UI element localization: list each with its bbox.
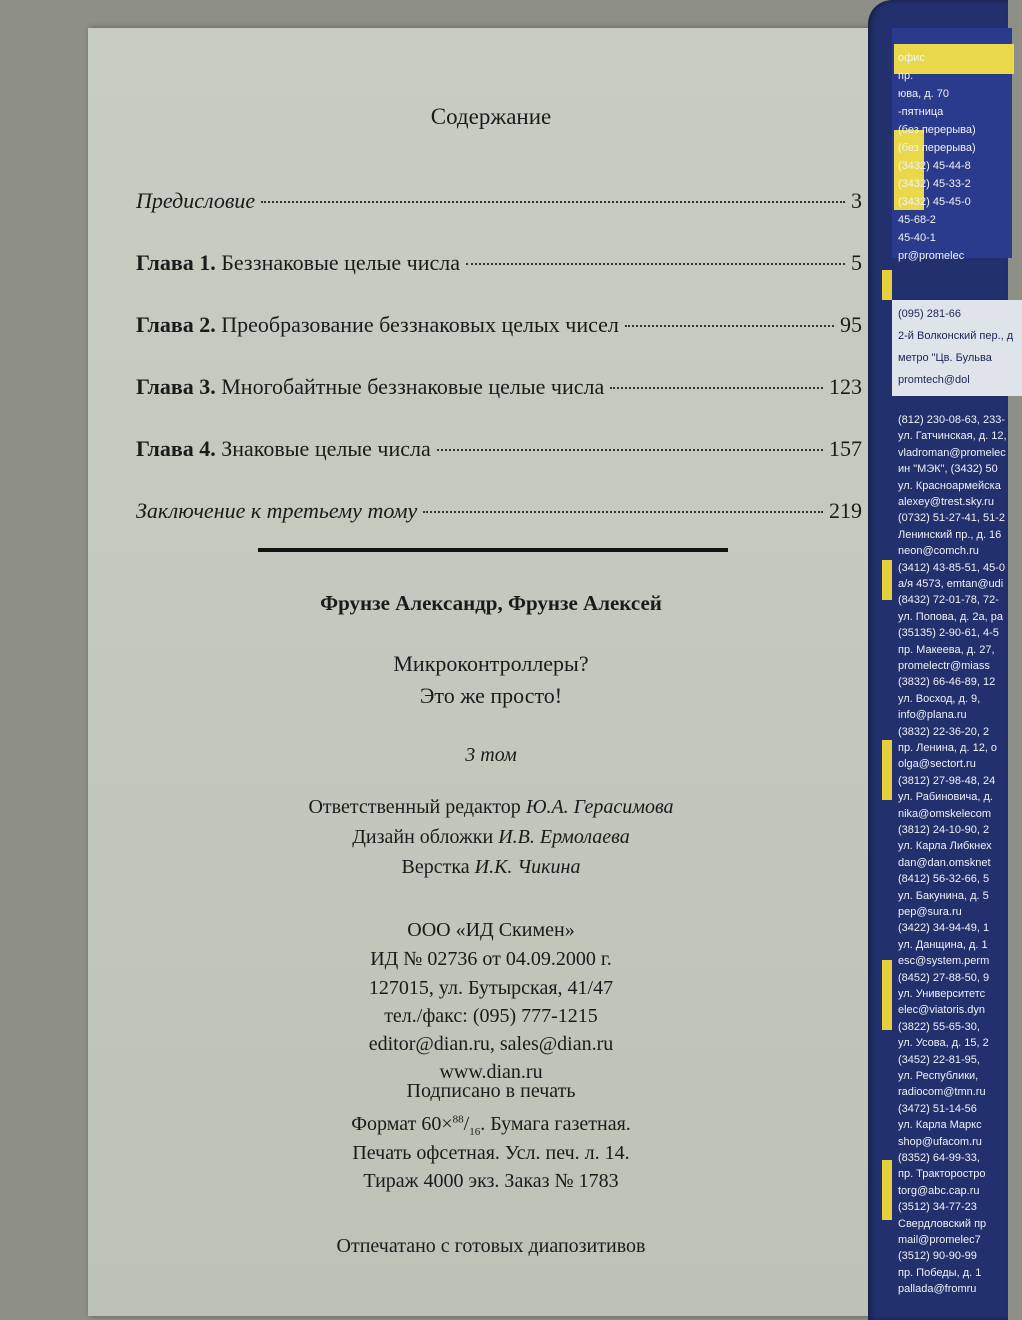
magazine-contact-line: (3822) 55-65-30, bbox=[898, 1020, 980, 1033]
magazine-edge bbox=[868, 0, 1014, 1320]
magazine-contact-line: ул. Попова, д. 2а, ра bbox=[898, 610, 1003, 623]
magazine-contact-line: promelectr@miass bbox=[898, 660, 990, 672]
toc-page-number: 3 bbox=[851, 188, 862, 213]
print-footer: Отпечатано с готовых диапозитивов bbox=[336, 1235, 646, 1257]
cover-design-credit: Дизайн обложки И.В. Ермолаева bbox=[352, 826, 630, 848]
magazine-contact-line: (3452) 22-81-95, bbox=[898, 1053, 980, 1066]
magazine-contact-line: пр. Ленина, д. 12, о bbox=[898, 742, 998, 754]
magazine-contact-line: (3512) 34-77-23 bbox=[898, 1201, 977, 1214]
book-title-line-2: Это же просто! bbox=[419, 683, 563, 708]
magazine-contact-line: (3832) 66-46-89, 12 bbox=[898, 676, 996, 689]
format-line: Формат $60\times^{88}/_{16}$. Бумага газетная. bbox=[351, 1113, 631, 1138]
magazine-contact-line: alexey@trest.sky.ru bbox=[898, 496, 994, 508]
toc-entry-chapter-4 bbox=[136, 436, 862, 468]
magazine-contact-line: (095) 281-66 bbox=[898, 308, 961, 320]
toc-entry-chapter-3 bbox=[136, 374, 862, 406]
layout-credit: Верстка И.К. Чикина bbox=[401, 856, 581, 878]
magazine-contact-line: mail@promelec7 bbox=[898, 1234, 981, 1246]
publisher-website: www.dian.ru bbox=[439, 1061, 543, 1083]
magazine-contact-line: (8412) 56-32-66, 5 bbox=[898, 873, 990, 886]
print-line: Печать офсетная. Усл. печ. л. 14. bbox=[352, 1142, 630, 1164]
magazine-contact-line: 2-й Волконский пер., д bbox=[898, 330, 1014, 342]
magazine-contact-line: (3472) 51-14-56 bbox=[898, 1102, 977, 1115]
publisher-name: ООО «ИД Скимен» bbox=[407, 919, 575, 941]
volume-label: 3 том bbox=[465, 744, 517, 766]
magazine-contact-line: ул. Восход, д. 9, bbox=[898, 692, 981, 705]
toc-entry-label: Заключение к третьему тому bbox=[136, 498, 418, 523]
toc-page-number: 123 bbox=[829, 374, 862, 399]
toc-entry-label: Глава 3. Многобайтные беззнаковые целые числа bbox=[136, 374, 605, 399]
magazine-contact-line: pr@promelec bbox=[898, 250, 965, 262]
magazine-contact-line: shop@ufacom.ru bbox=[898, 1135, 982, 1148]
magazine-yellow-stripe bbox=[882, 560, 892, 600]
toc-entry-label: Глава 2. Преобразование беззнаковых целых чисел bbox=[136, 312, 619, 337]
magazine-contact-line: (0732) 51-27-41, 51-2 bbox=[898, 512, 1006, 525]
magazine-contact-line: nika@omskelecom bbox=[898, 807, 992, 820]
magazine-contact-line: (3432) 45-33-2 bbox=[898, 178, 971, 190]
magazine-contact-line: пр. bbox=[898, 70, 914, 82]
magazine-contact-line: ул. Карла Либкнех bbox=[898, 840, 992, 853]
publisher-license: ИД № 02736 от 04.09.2000 г. bbox=[370, 948, 612, 970]
magazine-contact-line: radiocom@tmn.ru bbox=[898, 1086, 986, 1099]
toc-entry-preface bbox=[136, 188, 862, 220]
magazine-contact-line: 45-68-2 bbox=[898, 214, 936, 226]
magazine-contact-line: офис bbox=[898, 52, 925, 64]
magazine-contact-line: а/я 4573, emtan@udi bbox=[898, 578, 1004, 590]
toc-entry-conclusion bbox=[136, 498, 862, 530]
magazine-contact-line: (3512) 90-90-99 bbox=[898, 1250, 977, 1263]
magazine-contact-line: (35135) 2-90-61, 4-5 bbox=[898, 627, 999, 640]
magazine-contact-line: pallada@fromru bbox=[898, 1283, 977, 1296]
magazine-yellow-stripe bbox=[882, 270, 892, 300]
magazine-contact-line: (без перерыва) bbox=[898, 124, 976, 136]
magazine-contact-line: olga@sectort.ru bbox=[898, 758, 976, 771]
run-line: Тираж 4000 экз. Заказ № 1783 bbox=[363, 1170, 619, 1192]
magazine-contact-line: метро "Цв. Бульва bbox=[898, 352, 992, 364]
magazine-contact-line: pep@sura.ru bbox=[898, 906, 962, 918]
magazine-contact-line: ул. Рабиновича, д. bbox=[898, 791, 993, 804]
toc-entry-chapter-2 bbox=[136, 312, 862, 344]
magazine-contact-line: пр. Тракторостро bbox=[898, 1168, 986, 1181]
magazine-contact-line: юва, д. 70 bbox=[898, 88, 949, 100]
magazine-contact-line: -пятница bbox=[898, 106, 944, 118]
magazine-contact-line: (3432) 45-44-8 bbox=[898, 160, 971, 172]
toc-entry-label: Глава 4. Знаковые целые числа bbox=[136, 436, 431, 461]
signed-to-print: Подписано в печать bbox=[406, 1080, 576, 1102]
toc-page-number: 95 bbox=[840, 312, 862, 337]
magazine-contact-line: ул. Бакунина, д. 5 bbox=[898, 889, 989, 902]
toc-leader-dots bbox=[466, 263, 845, 265]
book-page bbox=[88, 28, 894, 1316]
magazine-contact-line: ул. Карла Маркс bbox=[898, 1119, 982, 1132]
magazine-contact-line: пр. Победы, д. 1 bbox=[898, 1266, 982, 1279]
toc-leader-dots bbox=[610, 387, 823, 389]
publisher-phone: тел./факс: (095) 777-1215 bbox=[384, 1005, 598, 1027]
toc-entry-chapter-1 bbox=[136, 250, 862, 282]
editor-credit: Ответственный редактор Ю.А. Герасимова bbox=[308, 796, 674, 818]
magazine-contact-line: (3812) 24-10-90, 2 bbox=[898, 824, 990, 836]
magazine-contact-line: (8452) 27-88-50, 9 bbox=[898, 971, 990, 984]
magazine-contact-line: esc@system.perm bbox=[898, 955, 990, 968]
magazine-contact-line: ул. Гатчинская, д. 12, bbox=[898, 430, 1007, 443]
magazine-contact-line: (без перерыва) bbox=[898, 142, 976, 154]
toc-page-number: 157 bbox=[829, 436, 862, 461]
publisher-address: 127015, ул. Бутырская, 41/47 bbox=[368, 977, 614, 999]
magazine-contact-line: (3422) 34-94-49, 1 bbox=[898, 922, 990, 935]
divider-rule bbox=[258, 548, 728, 552]
publisher-emails: editor@dian.ru, sales@dian.ru bbox=[368, 1033, 614, 1055]
magazine-contact-line: info@plana.ru bbox=[898, 709, 967, 722]
magazine-contact-line: ул. Красноармейска bbox=[898, 479, 1001, 492]
magazine-yellow-stripe bbox=[882, 1160, 892, 1220]
magazine-contact-line: (812) 230-08-63, 233- bbox=[898, 414, 1006, 426]
toc-page-number: 219 bbox=[829, 498, 862, 523]
magazine-contact-line: 45-40-1 bbox=[898, 232, 936, 244]
magazine-contact-line: Свердловский пр bbox=[898, 1217, 987, 1230]
magazine-contact-line: (8352) 64-99-33, bbox=[898, 1152, 980, 1164]
magazine-yellow-stripe bbox=[882, 960, 892, 1030]
toc-entry-label: Глава 1. Беззнаковые целые числа bbox=[136, 250, 461, 275]
magazine-yellow-stripe bbox=[882, 740, 892, 800]
magazine-contact-line: ул. Усова, д. 15, 2 bbox=[898, 1037, 989, 1050]
authors: Фрунзе Александр, Фрунзе Алексей bbox=[320, 591, 662, 615]
book-title-line-1: Микроконтроллеры? bbox=[393, 651, 589, 676]
magazine-contact-line: Ленинский пр., д. 16 bbox=[898, 528, 1002, 541]
magazine-contact-line: ул. Данщина, д. 1 bbox=[898, 938, 988, 951]
magazine-contact-line: neon@comch.ru bbox=[898, 545, 979, 558]
magazine-contact-line: (3432) 45-45-0 bbox=[898, 196, 971, 208]
toc-leader-dots bbox=[625, 325, 834, 327]
toc-page-number: 5 bbox=[851, 250, 862, 275]
toc-entry-label: Предисловие bbox=[136, 188, 256, 213]
magazine-contact-line: (8432) 72-01-78, 72- bbox=[898, 594, 999, 607]
magazine-contact-line: vladroman@promelec bbox=[898, 446, 1006, 459]
magazine-contact-line: ин "МЭК", (3432) 50 bbox=[898, 463, 998, 476]
toc-title: Содержание bbox=[430, 104, 552, 129]
magazine-contact-line: ул. Университетс bbox=[898, 988, 986, 1000]
magazine-contact-line: (3832) 22-36-20, 2 bbox=[898, 725, 990, 738]
toc-leader-dots bbox=[261, 201, 845, 203]
magazine-contact-line: пр. Макеева, д. 27, bbox=[898, 643, 995, 656]
magazine-contact-line: elec@viatoris.dyn bbox=[898, 1004, 985, 1017]
magazine-contact-line: promtech@dol bbox=[898, 374, 970, 386]
magazine-contact-line: torg@abc.cap.ru bbox=[898, 1184, 980, 1197]
magazine-contact-line: (3412) 43-85-51, 45-0 bbox=[898, 561, 1006, 574]
magazine-contact-line: ул. Республики, bbox=[898, 1070, 979, 1082]
toc-leader-dots bbox=[423, 511, 823, 513]
toc-leader-dots bbox=[437, 449, 823, 451]
magazine-contact-line: dan@dan.omsknet bbox=[898, 856, 991, 869]
magazine-contact-line: (3812) 27-98-48, 24 bbox=[898, 774, 996, 787]
